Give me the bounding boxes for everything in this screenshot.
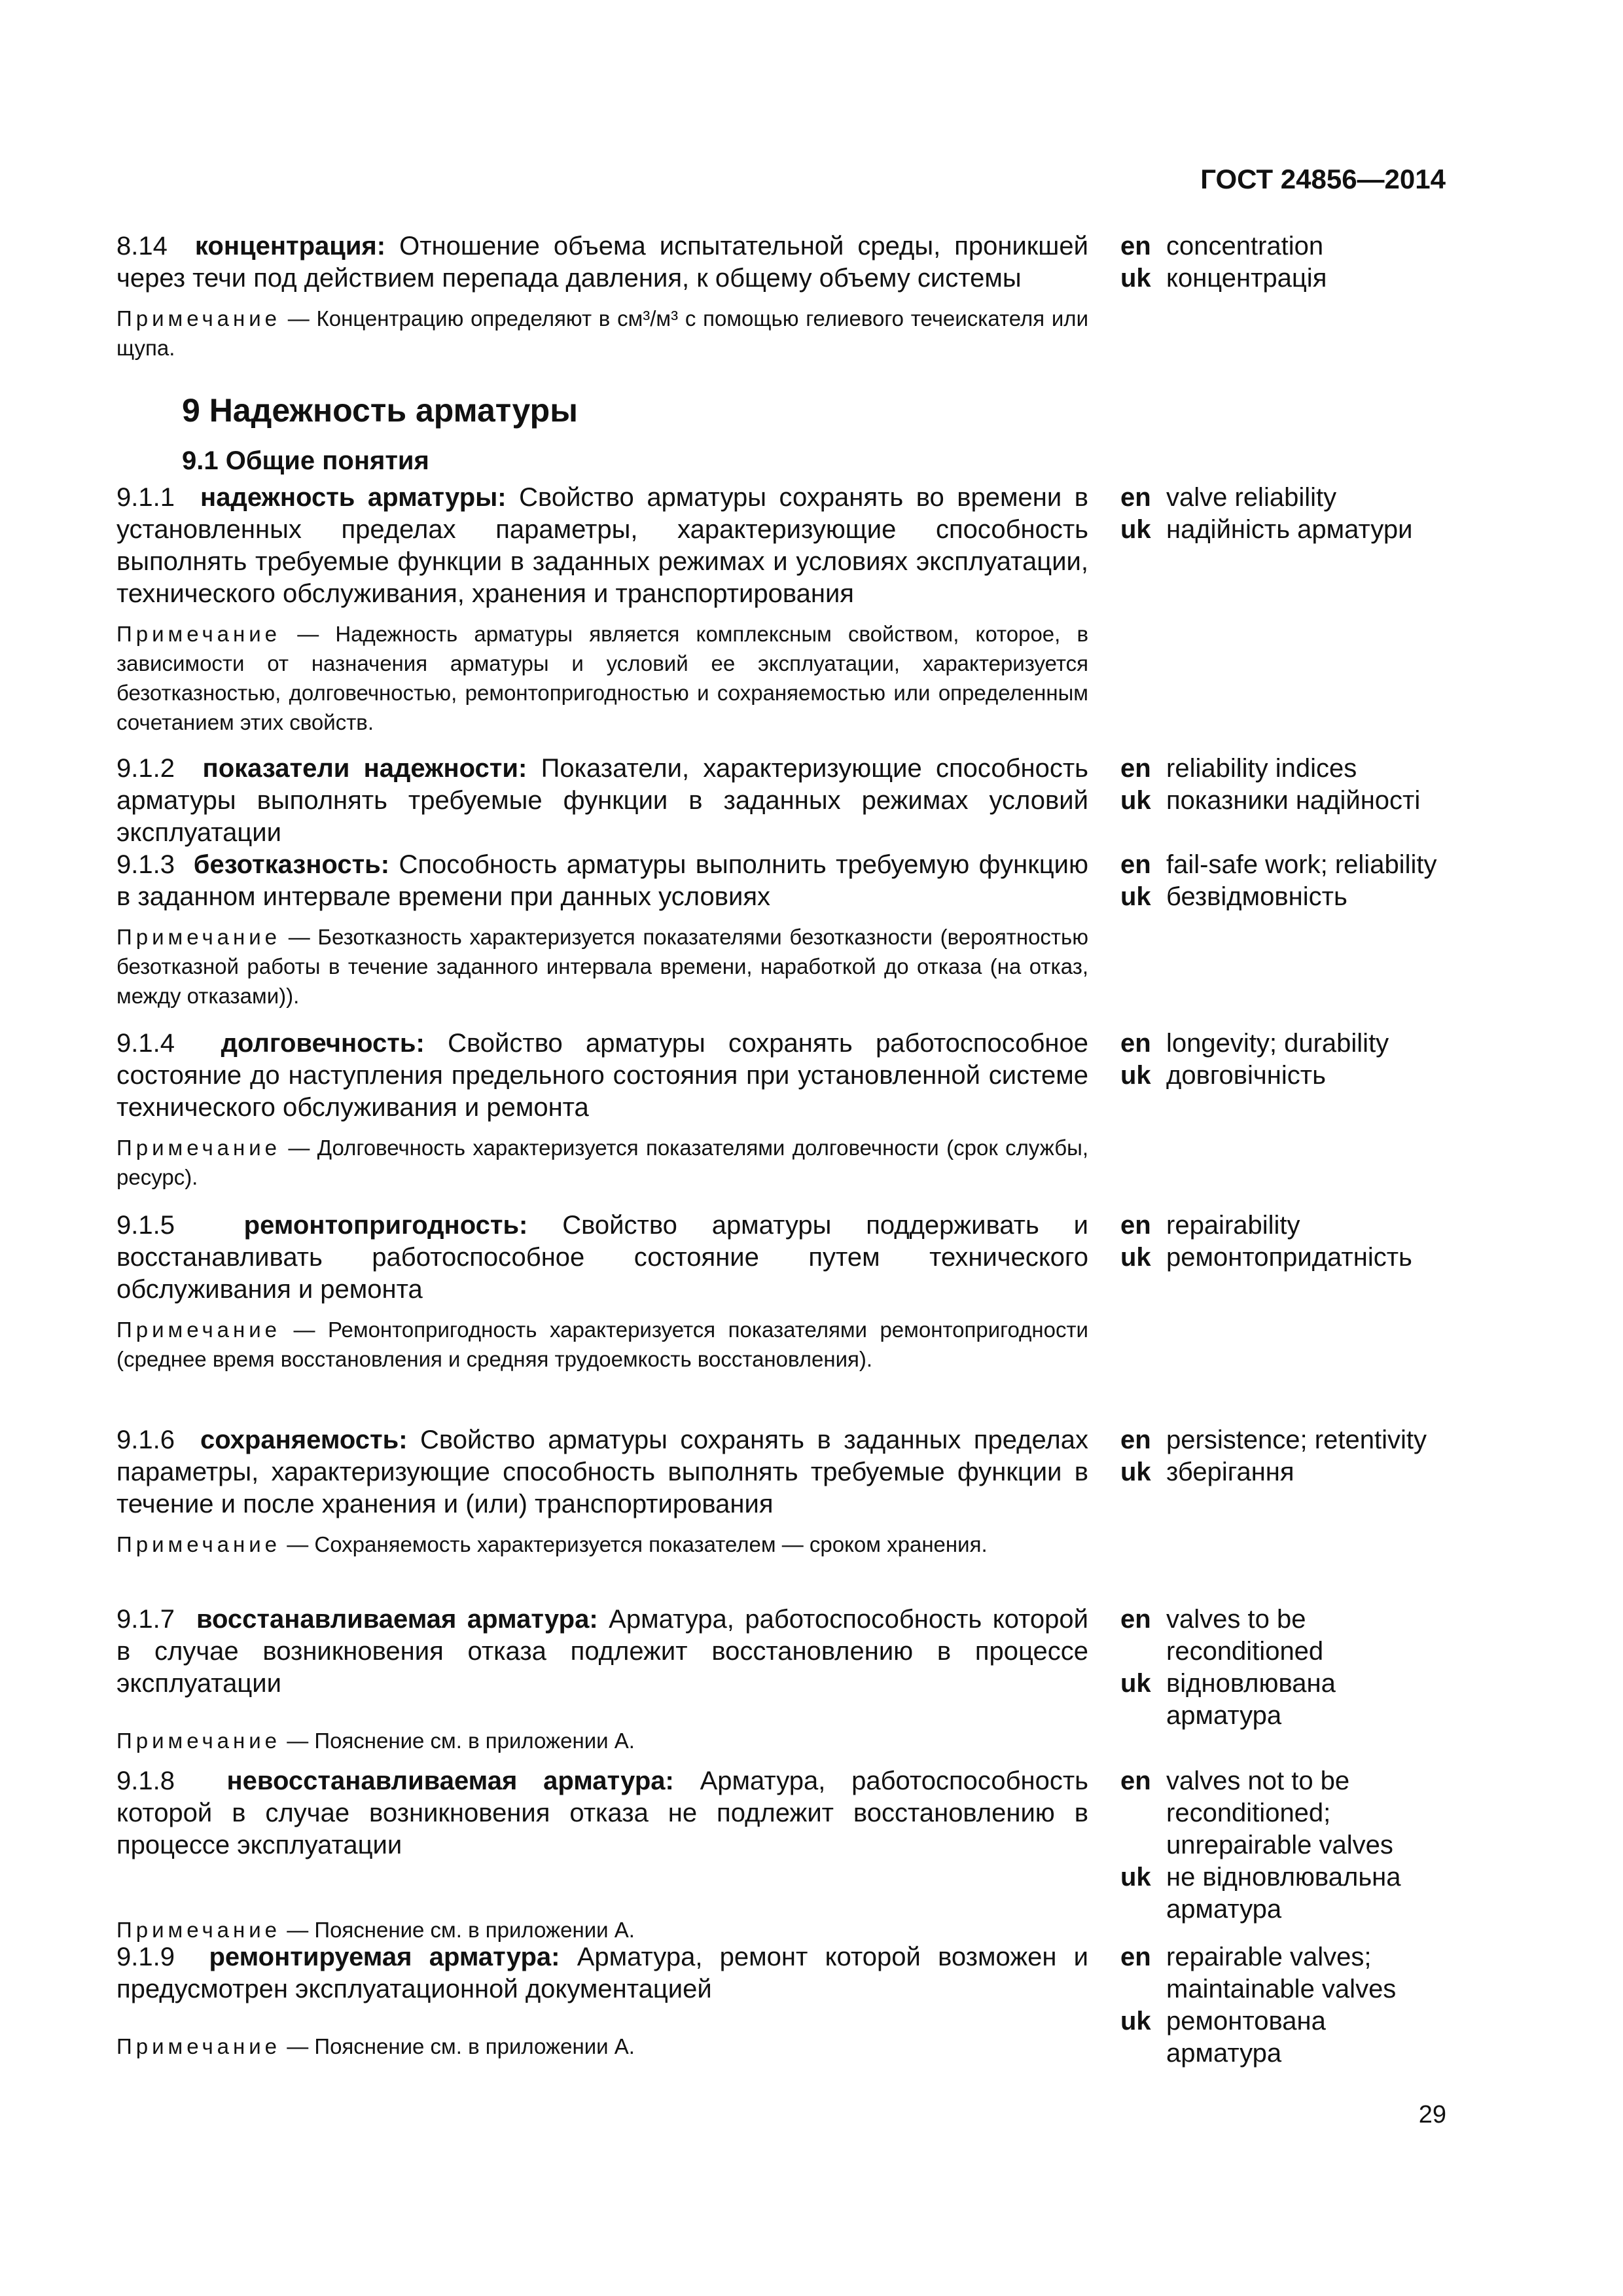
term-number: 9.1.6 — [116, 1426, 175, 1454]
definition-text: Показатели, характеризующие способность арматуры выполнять требуемые функции в заданных режимах условий эксплуатации — [116, 754, 1088, 847]
note-text: — Пояснение см. в приложении А. — [287, 2034, 635, 2058]
term-definition — [116, 1765, 1088, 1861]
equivalent-uk: uk відновлювана арматура — [1120, 1669, 1336, 1730]
term-definition — [116, 1941, 1088, 2005]
equivalent-uk: uk безвідмовність — [1120, 882, 1347, 911]
note-text: — Долговечность характеризуется показателями долговечности (срок службы, ресурс). — [116, 1136, 1088, 1189]
definition-text: Свойство арматуры сохранять во времени в установленных пределах параметры, характеризующие способность выполнять требуемые функции в заданных режимах и условиях эксплуатации, технического обслуживания, хранения и транспортирования — [116, 483, 1088, 608]
document-header: ГОСТ 24856—2014 — [1200, 164, 1446, 194]
equivalent-en: en concentration — [1120, 232, 1324, 260]
equivalent-en: en persistence; retentivity — [1120, 1426, 1427, 1454]
note-label: Примечание — [116, 925, 281, 949]
term-number: 9.1.8 — [116, 1767, 175, 1795]
equivalent-en: en valve reliability — [1120, 483, 1337, 512]
equivalent-en: en valves not to be reconditioned; unrepairable valves — [1120, 1767, 1393, 1859]
equivalent-uk: uk ремонтована арматура — [1120, 2007, 1326, 2068]
note — [116, 2032, 1088, 2061]
equivalent-en: en valves to be reconditioned — [1120, 1605, 1324, 1666]
definition-text: Свойство арматуры поддерживать и восстанавливать работоспособное состояние путем технического обслуживания и ремонта — [116, 1211, 1088, 1304]
term-name: сохраняемость: — [200, 1426, 408, 1454]
term-definition — [116, 1424, 1088, 1520]
note — [116, 1315, 1088, 1374]
definition-text: Арматура, работоспособность которой в случае возникновения отказа не подлежит восстановлению в процессе эксплуатации — [116, 1767, 1088, 1859]
note-text: — Сохраняемость характеризуется показателем — сроком хранения. — [287, 1532, 988, 1556]
equivalent-en: en repairability — [1120, 1211, 1300, 1240]
note-text: — Пояснение см. в приложении А. — [287, 1918, 635, 1942]
term-number: 9.1.1 — [116, 483, 175, 512]
equivalent-en: en reliability indices — [1120, 754, 1357, 783]
note-label: Примечание — [116, 1318, 281, 1342]
term-name: надежность арматуры: — [200, 483, 507, 512]
term-number: 8.14 — [116, 232, 168, 260]
term-name: долговечность: — [221, 1029, 425, 1058]
equivalent-en: en repairable valves; maintainable valves — [1120, 1943, 1397, 2003]
term-definition — [116, 1210, 1088, 1306]
term-number: 9.1.2 — [116, 754, 175, 783]
note — [116, 922, 1088, 1011]
note — [116, 1133, 1088, 1192]
equivalent-uk: uk зберігання — [1120, 1458, 1294, 1486]
equivalent-uk: uk концентрація — [1120, 264, 1327, 293]
equivalent-uk: uk не відновлювальна арматура — [1120, 1863, 1401, 1924]
term-number: 9.1.9 — [116, 1943, 175, 1971]
definition-text: Свойство арматуры сохранять в заданных пределах параметры, характеризующие способность выполнять требуемые функции в течение и после хранения и (или) транспортирования — [116, 1426, 1088, 1518]
definition-text: Арматура, ремонт которой возможен и предусмотрен эксплуатационной документацией — [116, 1943, 1089, 2003]
term-name: невосстанавливаемая арматура: — [226, 1767, 674, 1795]
note-label: Примечание — [116, 1532, 281, 1556]
note-label: Примечание — [116, 1918, 281, 1942]
term-number: 9.1.3 — [116, 850, 175, 879]
term-name: ремонтопригодность: — [243, 1211, 528, 1240]
equivalent-uk: uk надійність арматури — [1120, 515, 1413, 544]
equivalent-uk: uk довговічність — [1120, 1061, 1326, 1090]
term-definition — [116, 849, 1088, 913]
term-name: восстанавливаемая арматура: — [196, 1605, 598, 1634]
term-name: концентрация: — [194, 232, 386, 260]
equivalent-en: en longevity; durability — [1120, 1029, 1389, 1058]
note — [116, 619, 1088, 737]
term-definition — [116, 482, 1088, 610]
equivalent-uk: uk ремонтопридатність — [1120, 1243, 1412, 1272]
note — [116, 304, 1088, 363]
term-name: ремонтируемая арматура: — [209, 1943, 560, 1971]
term-definition — [116, 1604, 1088, 1700]
note-text: — Концентрацию определяют в см³/м³ с помощью гелиевого течеискателя или щупа. — [116, 306, 1088, 360]
equivalent-en: en fail-safe work; reliability — [1120, 850, 1437, 879]
note — [116, 1915, 1088, 1945]
note-text: — Ремонтопригодность характеризуется показателями ремонтопригодности (среднее время восстановления и средняя трудоемкость восстановления). — [116, 1318, 1088, 1371]
note-label: Примечание — [116, 1729, 281, 1753]
note — [116, 1530, 1088, 1559]
term-definition — [116, 753, 1088, 849]
term-number: 9.1.5 — [116, 1211, 175, 1240]
term-number: 9.1.4 — [116, 1029, 175, 1058]
term-definition — [116, 230, 1088, 295]
term-definition — [116, 1028, 1088, 1124]
note-text: — Пояснение см. в приложении А. — [287, 1729, 635, 1753]
definition-text: Отношение объема испытательной среды, проникшей через течи под действием перепада давления, к общему объему системы — [116, 232, 1088, 293]
note-label: Примечание — [116, 2034, 281, 2058]
note-text: — Надежность арматуры является комплексным свойством, которое, в зависимости от назначения арматуры и условий ее эксплуатации, характеризуется безотказностью, долговечностью, ремонтопригодностью и сохраняемостью или определенным сочетанием этих свойств. — [116, 622, 1089, 734]
page-number: 29 — [1418, 2101, 1446, 2128]
subsection-heading: 9.1 Общие понятия — [182, 446, 429, 475]
note-label: Примечание — [116, 622, 281, 646]
definition-text: Арматура, работоспособность которой в случае возникновения отказа подлежит восстановлению в процессе эксплуатации — [116, 1605, 1089, 1698]
term-name: показатели надежности: — [202, 754, 527, 783]
term-name: безотказность: — [193, 850, 390, 879]
section-heading: 9 Надежность арматуры — [182, 392, 578, 429]
equivalent-uk: uk показники надійності — [1120, 786, 1421, 815]
note-text: — Безотказность характеризуется показателями безотказности (вероятностью безотказной работы в течение заданного интервала времени, наработкой до отказа (на отказ, между отказами)). — [116, 925, 1088, 1008]
term-number: 9.1.7 — [116, 1605, 175, 1634]
note — [116, 1726, 1088, 1755]
definition-text: Свойство арматуры сохранять работоспособное состояние до наступления предельного состояния при установленной системе технического обслуживания и ремонта — [116, 1029, 1088, 1122]
note-label: Примечание — [116, 1136, 281, 1160]
note-label: Примечание — [116, 306, 281, 331]
definition-text: Способность арматуры выполнить требуемую функцию в заданном интервале времени при данных условиях — [116, 850, 1088, 911]
